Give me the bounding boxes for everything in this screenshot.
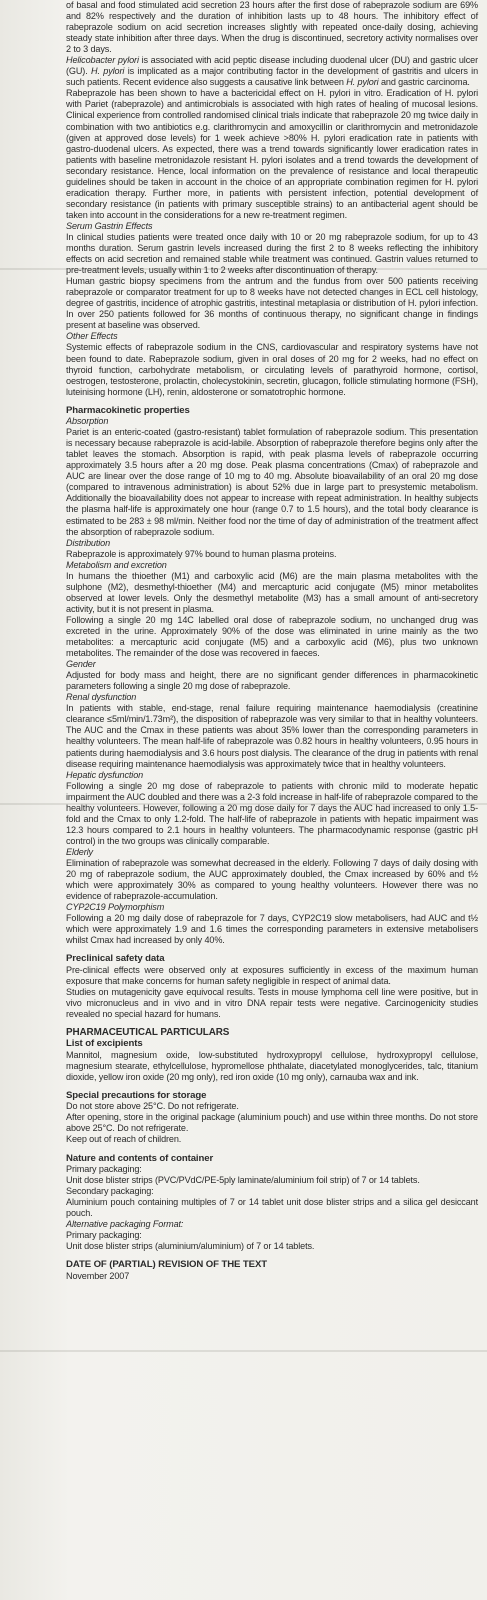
- metabolism-heading: Metabolism and excretion: [66, 559, 167, 570]
- absorption-paragraph: Pariet is an enteric-coated (gastro-resistant) tablet formulation of rabeprazole sodium. This presentation is necessary because rabeprazole is acid-labile. Absorption of rabeprazole therefore begins only after the tablet leaves the stomach. Absorption is rapid, with peak plasma levels of rabeprazole occurring approximately 3.5 hours after a 20 mg dose. Peak plasma concentrations (Cmax) of rabeprazole and AUC are linear over the dose range of 10 mg to 40 mg. Absolute bioavailability of an oral 20 mg dose (compared to intravenous administration) is about 52% due in large part to presystemic metabolism. Additionally the bioavailability does not appear to increase with repeat administration. In healthy subjects the plasma half-life is approximately one hour (range 0.7 to 1.5 hours), and the total body clearance is estimated to be 283 ± 98 ml/min. Neither food nor the time of day of administration of the treatment affect the absorption of rabeprazole sodium.: [66, 427, 478, 537]
- excretion-paragraph: Following a single 20 mg 14C labelled oral dose of rabeprazole sodium, no unchanged drug was excreted in the urine. Approximately 90% of the dose was eliminated in urine mainly as the two metabolites: a mercapturic acid conjugate (M5) and a carboxylic acid (M6), plus two unknown metabolites. The remainder of the dose was recovered in faeces.: [66, 614, 478, 659]
- paper-fold: [0, 803, 487, 805]
- paper-fold: [0, 1350, 487, 1352]
- alternative-packaging-heading: Alternative packaging Format:: [66, 1219, 184, 1230]
- leaflet-text-column: [66, 0, 478, 1282]
- h-pylori-term: Helicobacter pylori: [66, 55, 139, 66]
- serum-gastrin-paragraph: In clinical studies patients were treated once daily with 10 or 20 mg rabeprazole sodium, for up to 43 months duration. Serum gastrin levels increased during the first 2 to 8 weeks reflecting the inhibitory effects on acid secretion and remained stable while treatment was continued. Gastrin values returned to pre-treatment levels, usually within 1 to 2 weeks after discontinuation of therapy.: [66, 231, 478, 276]
- pharmaceutical-particulars-heading: PHARMACEUTICAL PARTICULARS: [66, 1026, 230, 1038]
- absorption-heading: Absorption: [66, 416, 109, 427]
- elderly-heading: Elderly: [66, 846, 93, 857]
- hepatic-heading: Hepatic dysfunction: [66, 769, 144, 780]
- text-run: and gastric carcinoma.: [378, 77, 470, 88]
- revision-heading: DATE OF (PARTIAL) REVISION OF THE TEXT: [66, 1259, 268, 1271]
- excipients-paragraph: Mannitol, magnesium oxide, low-substituted hydroxypropyl cellulose, hydroxypropyl cellulose, magnesium stearate, ethylcellulose, hypromellose phthalate, diacetylated monoglycerides, talc, titanium dioxide, yellow iron oxide (20 mg only), red iron oxide (10 mg only), carnauba wax and ink.: [66, 1049, 478, 1082]
- gender-heading: Gender: [66, 659, 96, 670]
- cyp2c19-paragraph: Following a 20 mg daily dose of rabeprazole for 7 days, CYP2C19 slow metabolisers, had AUC and t½ which were approximately 1.9 and 1.6 times the corresponding parameters in extensive metabolisers whilst Cmax had increased by only 40%.: [66, 913, 478, 946]
- text-run: is implicated as a major contributing factor in the development of gastritis and ulcers in such patients. Recent evidence also suggests a causative link between: [66, 66, 479, 88]
- distribution-heading: Distribution: [66, 537, 111, 548]
- renal-paragraph: In patients with stable, end-stage, renal failure requiring maintenance haemodialysis (creatinine clearance ≤5ml/min/1.73m²), the disposition of rabeprazole was very similar to that in healthy volunteers. The AUC and the Cmax in these patients was about 35% lower than the corresponding parameters in healthy volunteers. The mean half-life of rabeprazole was 0.82 hours in healthy volunteers, 0.95 hours in patients during haemodialysis and 3.6 hours post dialysis. The clearance of the drug in patients with renal disease requiring maintenance haemodialysis was approximately twice that in healthy volunteers.: [66, 703, 478, 769]
- elderly-paragraph: Elimination of rabeprazole was somewhat decreased in the elderly. Following 7 days of daily dosing with 20 mg of rabeprazole sodium, the AUC approximately doubled, the Cmax increased by 60% and t½ which were approximately 30% as compared to young healthy volunteers. However there was no evidence of rabeprazole-accumulation.: [66, 857, 478, 902]
- bactericidal-paragraph: Rabeprazole has been shown to have a bactericidal effect on H. pylori in vitro. Eradication of H. pylori with Pariet (rabeprazole) and antimicrobials is associated with high rates of healing of mucosal lesions. Clinical experience from controlled randomised clinical trials indicate that rabeprazole 20 mg twice daily in combination with two antibiotics e.g. clarithromycin and amoxycillin or clarithromycin and metronidazole (given at approved dose levels) for 1 week achieve >80% H. pylori eradication rate in patients with gastro-duodenal ulcers. As expected, there was a trend towards significantly lower eradication rates in patients with baseline metronidazole resistant H. pylori isolates and a trend towards the development of secondary resistance. Hence, local information on the prevalence of resistance and local therapeutic guidelines should be taken in account in the choice of an appropriate combination regimen for H. pylori eradication therapy. Further more, in patients with persistent infection, potential development of secondary resistance (in patients with primary susceptible strains) to an antibacterial agent should be taken into account in the considerations for a new re-treatment regimen.: [66, 88, 478, 220]
- storage-line: Keep out of reach of children.: [66, 1134, 182, 1145]
- hepatic-paragraph: Following a single 20 mg dose of rabeprazole to patients with chronic mild to moderate hepatic impairment the AUC doubled and there was a 2-3 fold increase in half-life of rabeprazole compared to the healthy volunteers. However, following a 20 mg dose daily for 7 days the AUC had increased to only 1.5-fold and the Cmax to only 1.2-fold. The half-life of rabeprazole in patients with hepatic impairment was 12.3 hours compared to 2.1 hours in healthy volunteers. The pharmacodynamic response (gastric pH control) in the two groups was clinically comparable.: [66, 780, 478, 846]
- secondary-packaging-text: Aluminium pouch containing multiples of 7 or 14 tablet unit dose blister strips and a silica gel desiccant pouch.: [66, 1197, 478, 1219]
- container-heading: Nature and contents of container: [66, 1152, 214, 1164]
- revision-date: November 2007: [66, 1270, 130, 1281]
- secondary-packaging-label: Secondary packaging:: [66, 1186, 154, 1197]
- primary-packaging-label: Primary packaging:: [66, 1163, 142, 1174]
- serum-gastrin-heading: Serum Gastrin Effects: [66, 220, 153, 231]
- renal-heading: Renal dysfunction: [66, 692, 137, 703]
- h-pylori-term: H. pylori: [91, 66, 125, 77]
- preclinical-heading: Preclinical safety data: [66, 953, 165, 965]
- acid-secretion-paragraph: of basal and food stimulated acid secretion 23 hours after the first dose of rabeprazole sodium are 69% and 82% respectively and the duration of inhibition lasts up to 48 hours. The inhibitory effect of rabeprazole sodium on acid secretion increases slightly with repeated once-daily dosing, achieving steady state inhibition after three days. When the drug is discontinued, secretory activity normalises over 2 to 3 days.: [66, 0, 478, 55]
- preclinical-paragraph: Pre-clinical effects were observed only at exposures sufficiently in excess of the maximum human exposure that make concerns for human safety negligible in respect of animal data.: [66, 964, 478, 986]
- metabolism-paragraph: In humans the thioether (M1) and carboxylic acid (M6) are the main plasma metabolites with the sulphone (M2), desmethyl-thioether (M4) and mercapturic acid conjugate (M5) minor metabolites observed at lower levels. Only the desmethyl metabolite (M3) has a small amount of anti-secretory activity, but it is not present in plasma.: [66, 570, 478, 614]
- storage-line: Do not store above 25°C. Do not refrigerate.: [66, 1101, 239, 1112]
- cyp2c19-heading: CYP2C19 Polymorphism: [66, 902, 165, 913]
- storage-line: After opening, store in the original package (aluminium pouch) and use within three months. Do not store above 25°C. Do not refrigerate.: [66, 1112, 478, 1134]
- other-effects-heading: Other Effects: [66, 331, 118, 342]
- text-run: is associated with acid peptic disease including duodenal ulcer (DU) and gastric ulcer (GU).: [66, 55, 478, 77]
- pharmacokinetic-heading: Pharmacokinetic properties: [66, 404, 190, 416]
- primary-packaging-text: Unit dose blister strips (PVC/PVdC/PE-5ply laminate/aluminium foil strip) of 7 or 14 tablets.: [66, 1174, 420, 1185]
- paper-fold: [0, 268, 487, 270]
- biopsy-paragraph: Human gastric biopsy specimens from the antrum and the fundus from over 500 patients receiving rabeprazole or comparator treatment for up to 8 weeks have not detected changes in ECL cell histology, degree of gastritis, incidence of atrophic gastritis, intestinal metaplasia or distribution of H. pylori infection. In over 250 patients followed for 36 months of continuous therapy, no significant change in findings present at baseline was observed.: [66, 276, 478, 331]
- h-pylori-paragraph: [66, 55, 478, 88]
- storage-heading: Special precautions for storage: [66, 1089, 207, 1101]
- alt-primary-packaging-text: Unit dose blister strips (aluminium/aluminium) of 7 or 14 tablets.: [66, 1241, 315, 1252]
- other-effects-paragraph: Systemic effects of rabeprazole sodium in the CNS, cardiovascular and respiratory systems have not been found to date. Rabeprazole sodium, given in oral doses of 20 mg for 2 weeks, had no effect on thyroid function, carbohydrate metabolism, or circulating levels of parathyroid hormone, cortisol, oestrogen, testosterone, prolactin, cholecystokinin, secretin, glucagon, follicle stimulating hormone (FSH), luteinising hormone (LH), renin, aldosterone or somatotrophic hormone.: [66, 342, 478, 397]
- alt-primary-packaging-label: Primary packaging:: [66, 1230, 142, 1241]
- distribution-paragraph: Rabeprazole is approximately 97% bound to human plasma proteins.: [66, 548, 337, 559]
- h-pylori-term: H. pylori: [346, 77, 379, 88]
- gender-paragraph: Adjusted for body mass and height, there are no significant gender differences in pharmacokinetic parameters following a single 20 mg dose of rabeprazole.: [66, 670, 478, 692]
- excipients-heading: List of excipients: [66, 1038, 143, 1050]
- mutagenicity-paragraph: Studies on mutagenicity gave equivocal results. Tests in mouse lymphoma cell line were positive, but in vivo micronucleus and in vivo and in vitro DNA repair tests were negative. Carcinogenicity studies revealed no special hazard for humans.: [66, 986, 478, 1019]
